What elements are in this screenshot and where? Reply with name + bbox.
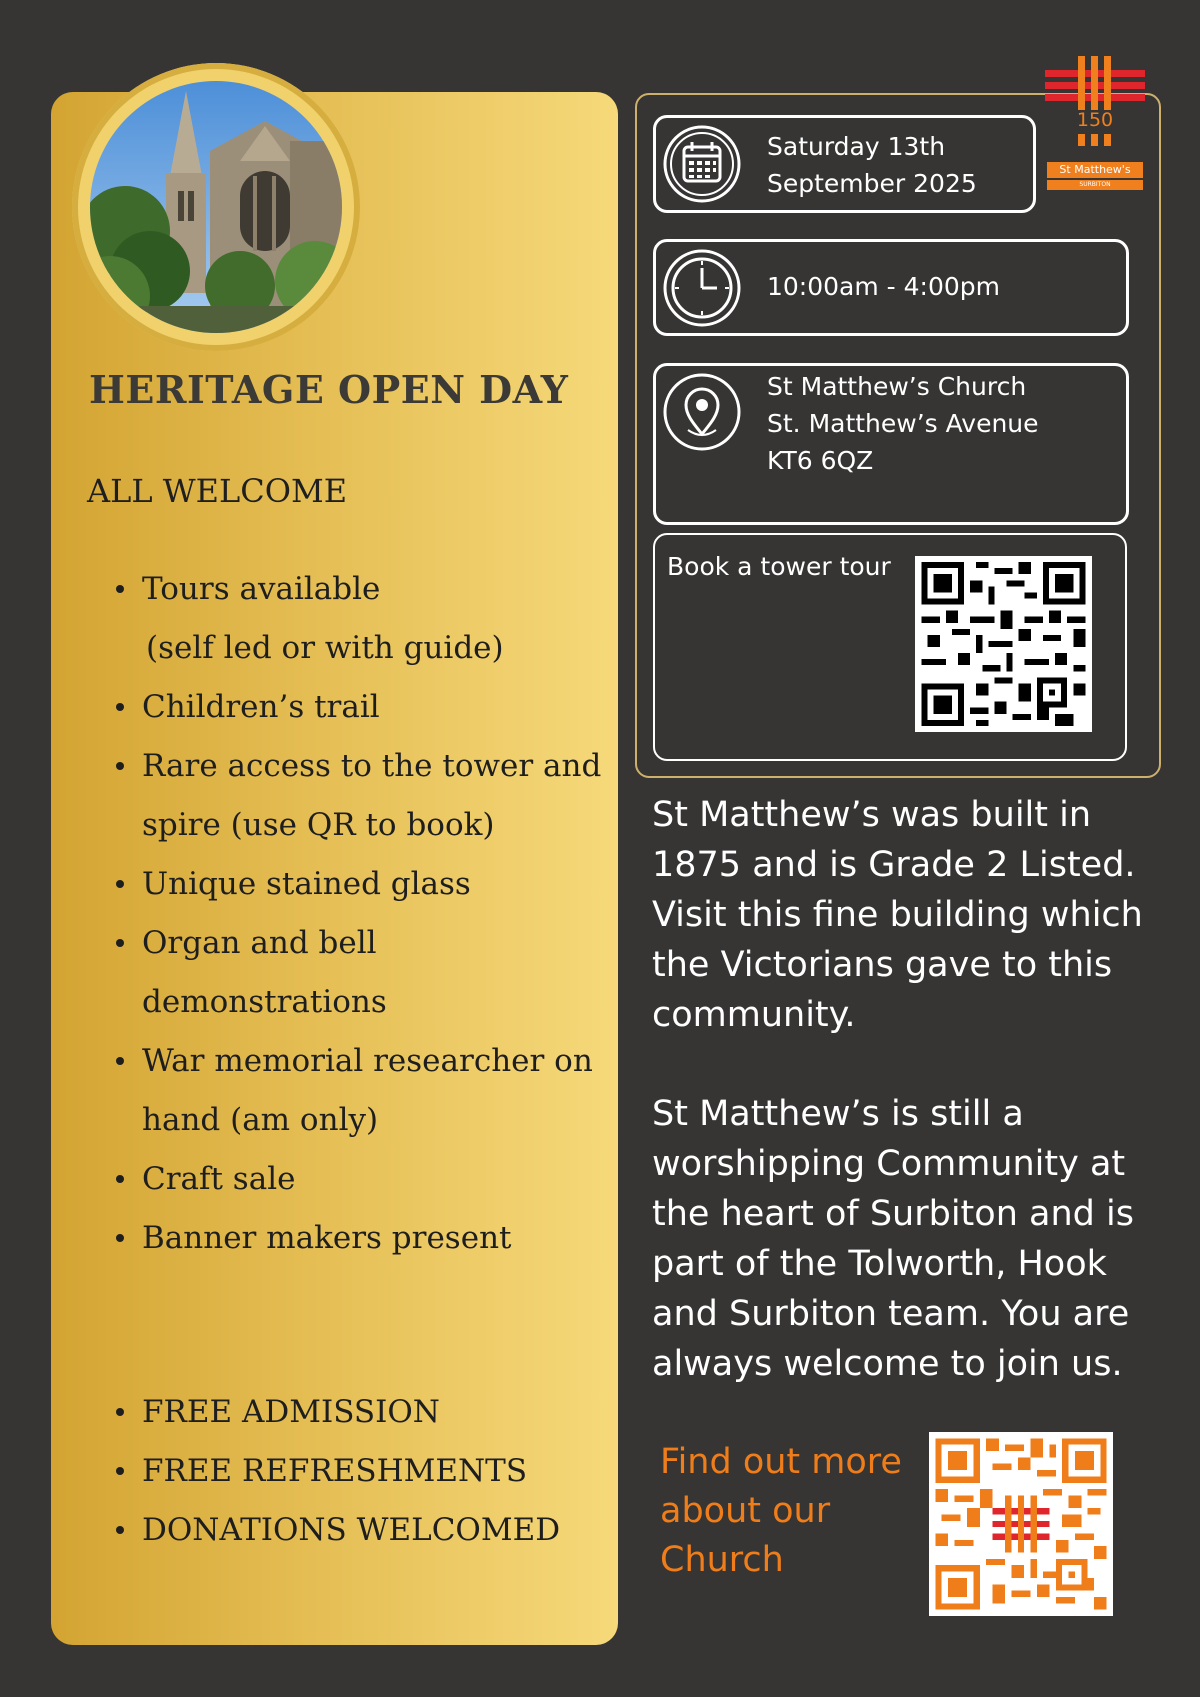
- feature-subline: (self led or with guide): [146, 630, 504, 666]
- address-text: [767, 368, 1039, 479]
- feature-line: Banner makers present: [142, 1220, 512, 1256]
- feature-line: Organ and bell: [142, 925, 377, 961]
- date-line: Saturday 13th: [767, 132, 946, 161]
- address-line: St. Matthew’s Avenue: [767, 409, 1039, 438]
- list-item: [110, 737, 630, 855]
- list-item: [110, 914, 630, 1032]
- calendar-icon: [662, 124, 742, 204]
- date-line: September 2025: [767, 169, 977, 198]
- list-item: FREE ADMISSION: [110, 1383, 630, 1442]
- feature-subline: spire (use QR to book): [142, 807, 495, 843]
- about-paragraph: St Matthew’s is still a worshipping Community at the heart of Surbiton and is part of the Tolworth, Hook and Surbiton team. You are always welcome to join us.: [652, 1094, 1134, 1384]
- date-box: [653, 115, 1036, 213]
- feature-line: Craft sale: [142, 1161, 296, 1197]
- list-item: [110, 855, 630, 914]
- tower-tour-label: Book a tower tour: [667, 552, 891, 581]
- about-paragraph: St Matthew’s was built in 1875 and is Grade 2 Listed. Visit this fine building which the Victorians gave to this community.: [652, 795, 1143, 1035]
- address-line: St Matthew’s Church: [767, 372, 1027, 401]
- list-item: [110, 1150, 630, 1209]
- list-item: [110, 1032, 630, 1150]
- event-title: HERITAGE OPEN DAY: [89, 367, 569, 412]
- logo-subtitle: SURBITON: [1047, 180, 1143, 190]
- feature-subline: hand (am only): [142, 1102, 379, 1138]
- feature-line: Rare access to the tower and: [142, 748, 602, 784]
- tower-tour-box: [653, 533, 1127, 761]
- date-text: [767, 128, 977, 202]
- welcome-text: ALL WELCOME: [87, 472, 348, 510]
- time-box: [653, 239, 1129, 336]
- tower-tour-qr-code[interactable]: [915, 556, 1092, 732]
- time-text: 10:00am - 4:00pm: [767, 272, 1000, 301]
- feature-line: Unique stained glass: [142, 866, 471, 902]
- list-item: DONATIONS WELCOMED: [110, 1501, 630, 1560]
- feature-line: War memorial researcher on: [142, 1043, 593, 1079]
- location-box: [653, 363, 1129, 525]
- list-item: [110, 678, 630, 737]
- address-line: KT6 6QZ: [767, 446, 874, 475]
- feature-list: [110, 560, 630, 1268]
- admission-list: [110, 1383, 630, 1560]
- church-website-qr-code[interactable]: [929, 1432, 1113, 1616]
- feature-line: Children’s trail: [142, 689, 380, 725]
- about-section: [652, 790, 1162, 1438]
- list-item: FREE REFRESHMENTS: [110, 1442, 630, 1501]
- feature-line: Tours available: [142, 571, 381, 607]
- list-item: [110, 560, 630, 678]
- location-pin-icon: [662, 372, 742, 452]
- list-item: [110, 1209, 630, 1268]
- clock-icon: [662, 248, 742, 328]
- church-photo: [90, 81, 342, 333]
- logo-church-name: St Matthew's: [1047, 162, 1143, 178]
- find-out-more-text: Find out more about our Church: [660, 1442, 902, 1580]
- logo-anniversary-number: 150: [1060, 110, 1130, 130]
- feature-subline: demonstrations: [142, 984, 387, 1020]
